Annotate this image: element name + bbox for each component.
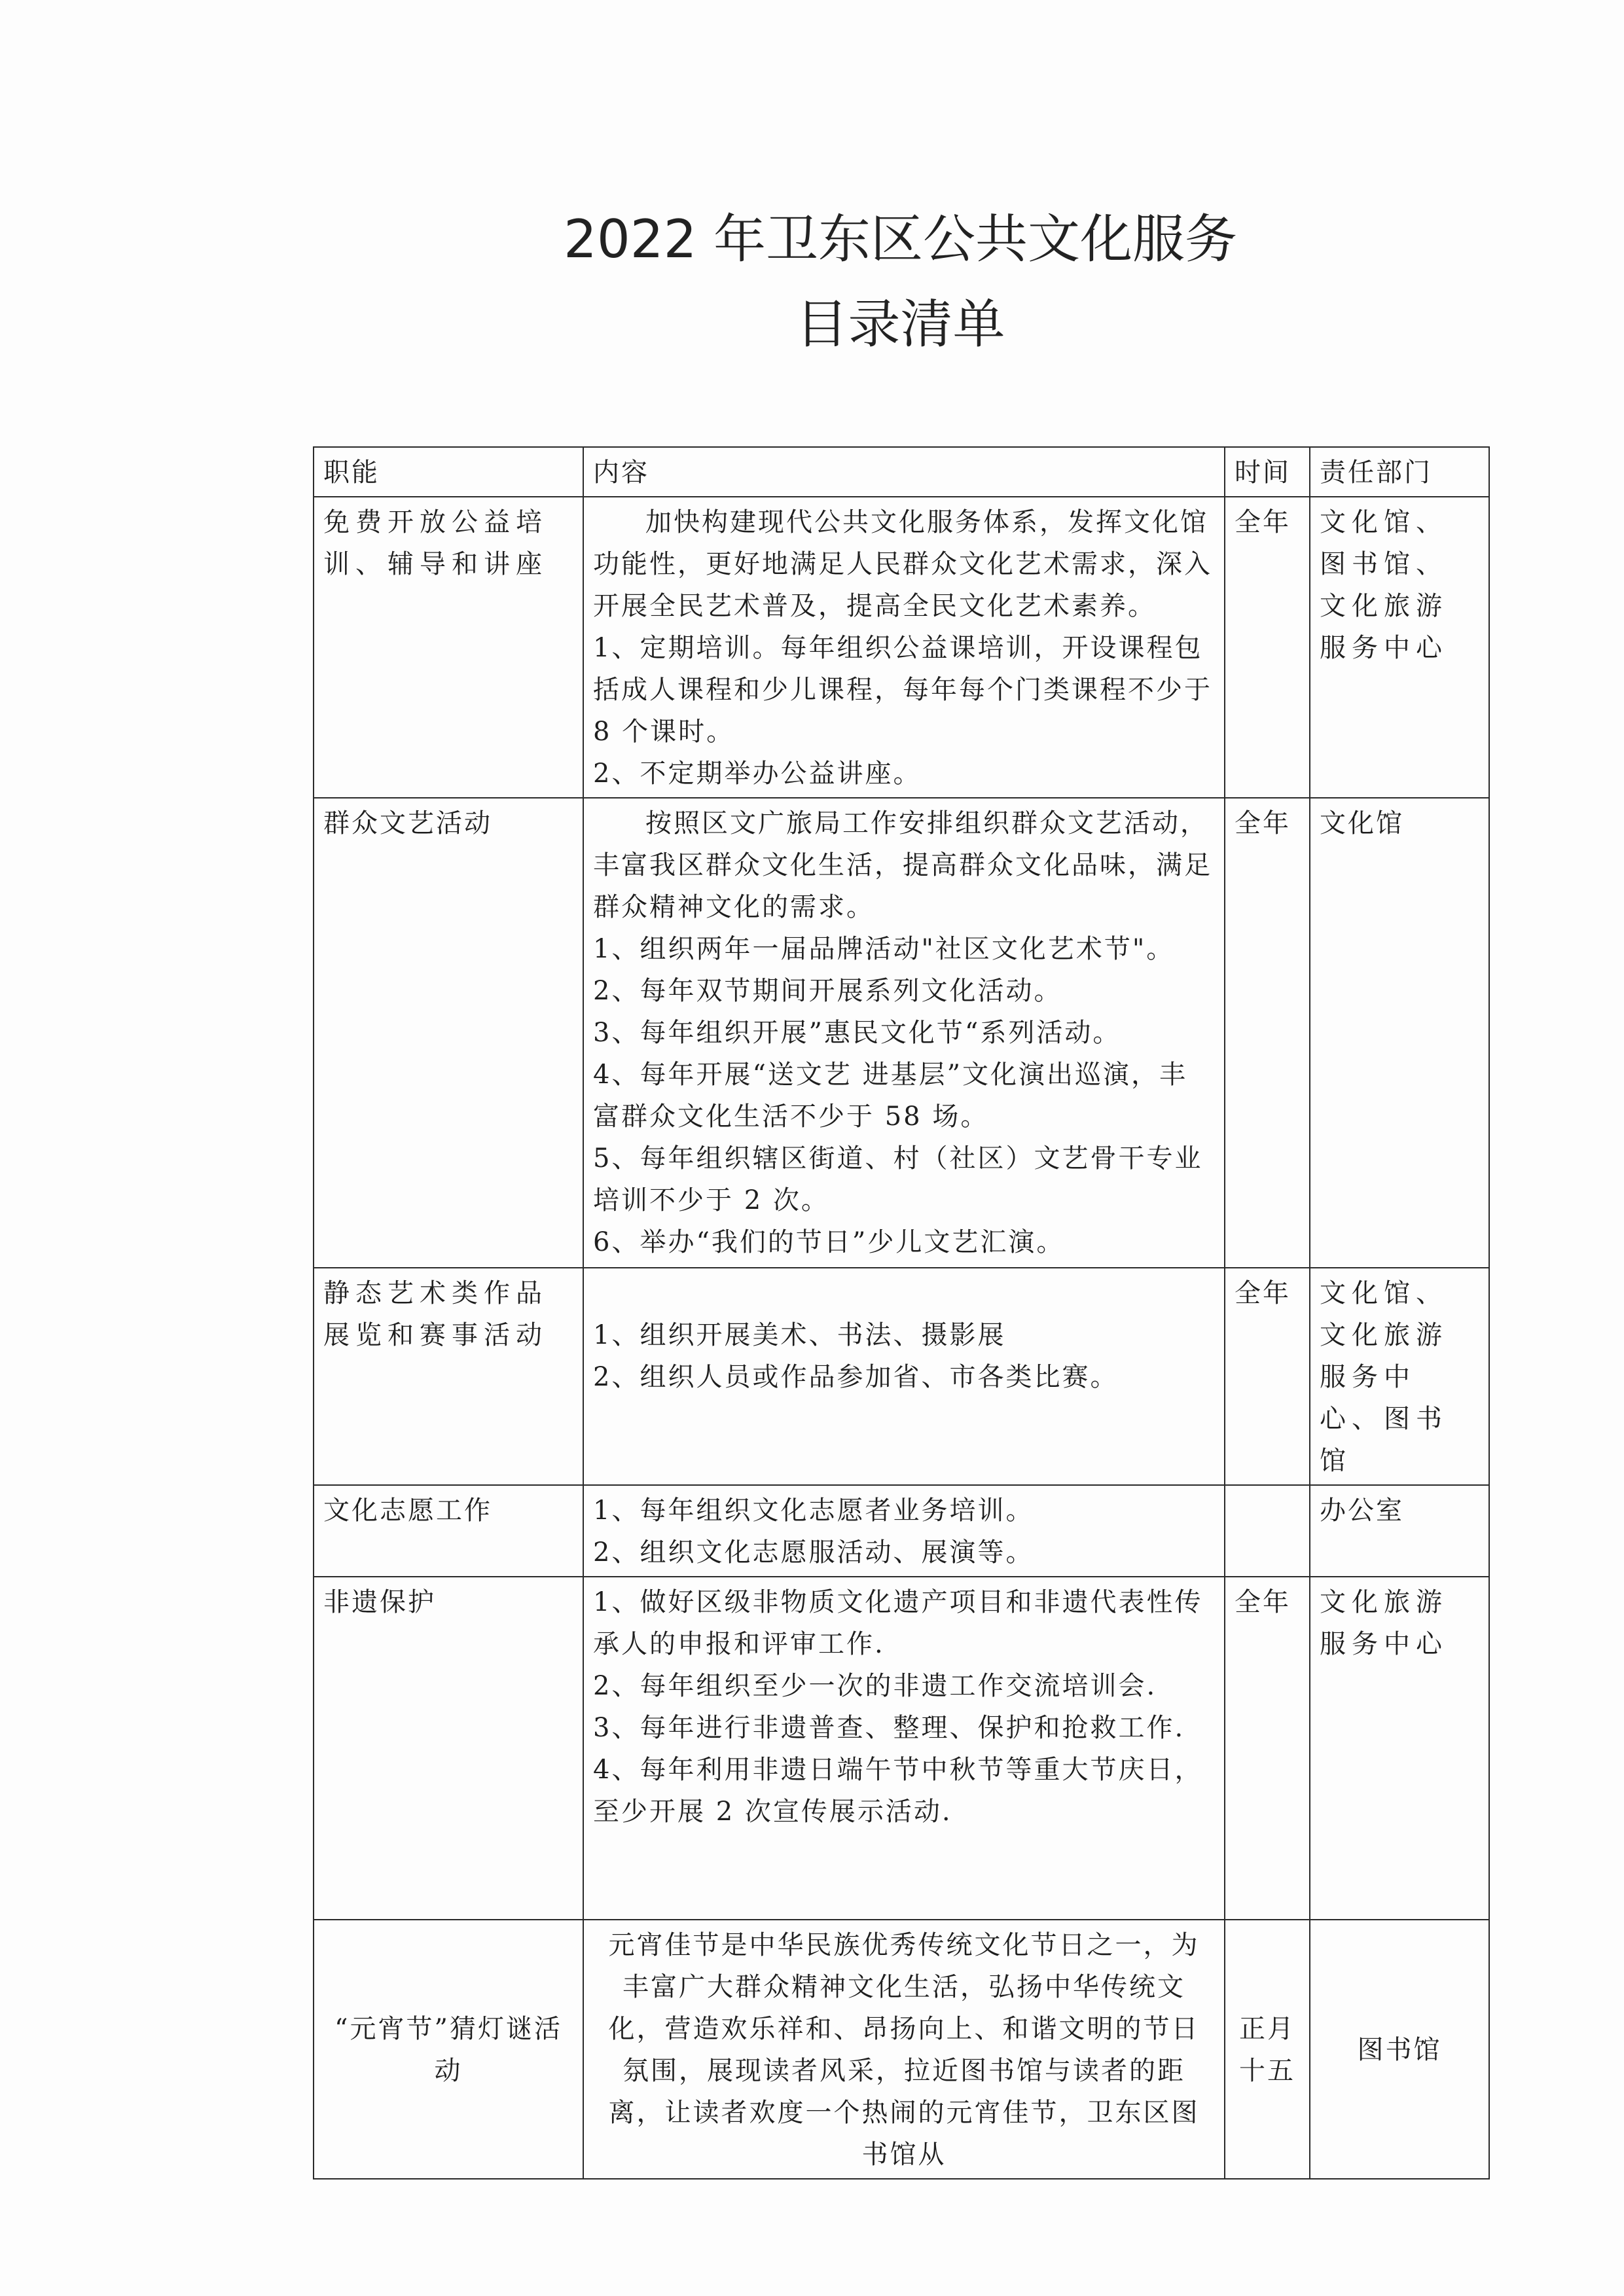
content-paragraph: 1、定期培训。每年组织公益课培训，开设课程包括成人课程和少儿课程，每年每个门类课程不少于 8 个课时。 bbox=[593, 633, 1212, 747]
row-content bbox=[583, 1268, 1225, 1485]
row-department: 办公室 bbox=[1310, 1485, 1489, 1577]
content-paragraph: 2、每年组织至少一次的非遗工作交流培训会. bbox=[593, 1671, 1157, 1701]
row-content bbox=[583, 1577, 1225, 1920]
row-content bbox=[583, 1485, 1225, 1577]
document-title-line-2: 目录清单 bbox=[795, 294, 1005, 355]
row-function: 静态艺术类作品展览和赛事活动 bbox=[314, 1268, 583, 1485]
content-paragraph: 元宵佳节是中华民族优秀传统文化节日之一，为丰富广大群众精神文化生活，弘扬中华传统文化，营造欢乐祥和、昂扬向上、和谐文明的节日氛围，展现读者风采，拉近图书馆与读者的距离，让读者欢度一个热闹的元宵佳节，卫东区图书馆从 bbox=[608, 1930, 1200, 2170]
row-content bbox=[583, 798, 1225, 1268]
header-content: 内容 bbox=[583, 447, 1225, 497]
row-function: 免费开放公益培训、辅导和讲座 bbox=[314, 497, 583, 798]
content-paragraph: 2、不定期举办公益讲座。 bbox=[593, 759, 922, 789]
content-paragraph: 3、每年进行非遗普查、整理、保护和抢救工作. bbox=[593, 1713, 1185, 1743]
row-department: 图书馆 bbox=[1310, 1920, 1489, 2179]
row-function: “元宵节”猜灯谜活动 bbox=[314, 1920, 583, 2179]
content-paragraph: 4、每年利用非遗日端午节中秋节等重大节庆日，至少开展 2 次宣传展示活动. bbox=[593, 1755, 1203, 1827]
table-row bbox=[314, 798, 1489, 1268]
content-paragraph: 加快构建现代公共文化服务体系，发挥文化馆功能性，更好地满足人民群众文化艺术需求，深入开展全民艺术普及，提高全民文化艺术素养。 bbox=[593, 507, 1212, 621]
header-function: 职能 bbox=[314, 447, 583, 497]
row-function: 群众文艺活动 bbox=[314, 798, 583, 1268]
row-department: 文化馆、文化旅游服务中心、图书馆 bbox=[1310, 1268, 1489, 1485]
content-paragraph: 1、组织两年一届品牌活动"社区文化艺术节"。 bbox=[593, 934, 1175, 964]
row-function: 非遗保护 bbox=[314, 1577, 583, 1920]
content-paragraph: 5、每年组织辖区街道、村（社区）文艺骨干专业培训不少于 2 次。 bbox=[593, 1143, 1203, 1215]
row-time: 正月十五 bbox=[1225, 1920, 1310, 2179]
row-department: 文化馆、图书馆、文化旅游服务中心 bbox=[1310, 497, 1489, 798]
table-row bbox=[314, 1485, 1489, 1577]
document-title-line-1: 2022 年卫东区公共文化服务 bbox=[563, 209, 1238, 270]
row-time: 全年 bbox=[1225, 798, 1310, 1268]
table-row bbox=[314, 1268, 1489, 1485]
content-paragraph: 4、每年开展“送文艺 进基层”文化演出巡演，丰富群众文化生活不少于 58 场。 bbox=[593, 1060, 1188, 1132]
table-row bbox=[314, 1577, 1489, 1920]
row-department: 文化旅游服务中心 bbox=[1310, 1577, 1489, 1920]
header-department: 责任部门 bbox=[1310, 447, 1489, 497]
row-time bbox=[1225, 1485, 1310, 1577]
row-time: 全年 bbox=[1225, 497, 1310, 798]
table-header-row bbox=[314, 447, 1489, 497]
row-department: 文化馆 bbox=[1310, 798, 1489, 1268]
row-function: 文化志愿工作 bbox=[314, 1485, 583, 1577]
content-paragraph: 2、每年双节期间开展系列文化活动。 bbox=[593, 976, 1062, 1006]
row-time: 全年 bbox=[1225, 1577, 1310, 1920]
content-paragraph: 3、每年组织开展”惠民文化节“系列活动。 bbox=[593, 1018, 1121, 1048]
content-paragraph: 2、组织文化志愿服活动、展演等。 bbox=[593, 1537, 1034, 1568]
content-paragraph: 6、举办“我们的节日”少儿文艺汇演。 bbox=[593, 1227, 1065, 1257]
row-time: 全年 bbox=[1225, 1268, 1310, 1485]
content-paragraph: 1、做好区级非物质文化遗产项目和非遗代表性传承人的申报和评审工作. bbox=[593, 1587, 1203, 1659]
content-paragraph: 按照区文广旅局工作安排组织群众文艺活动，丰富我区群众文化生活，提高群众文化品味，满足群众精神文化的需求。 bbox=[593, 808, 1212, 922]
table-row bbox=[314, 497, 1489, 798]
content-paragraph: 1、每年组织文化志愿者业务培训。 bbox=[593, 1496, 1034, 1526]
table-row bbox=[314, 1920, 1489, 2179]
content-paragraph: 2、组织人员或作品参加省、市各类比赛。 bbox=[593, 1362, 1119, 1392]
service-catalog-table bbox=[313, 446, 1490, 2179]
content-paragraph: 1、组织开展美术、书法、摄影展 bbox=[593, 1320, 1006, 1350]
header-time: 时间 bbox=[1225, 447, 1310, 497]
row-content bbox=[583, 1920, 1225, 2179]
row-content bbox=[583, 497, 1225, 798]
